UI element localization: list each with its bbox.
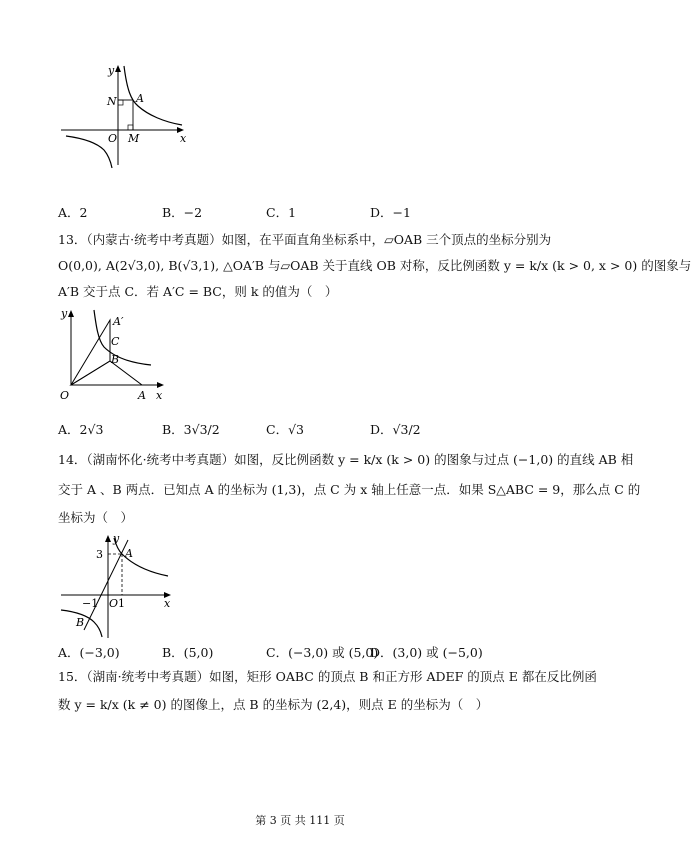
q14-b-label: B bbox=[76, 616, 85, 629]
q12-y-label: y bbox=[108, 64, 115, 77]
q13-option-b[interactable]: B．3√3/2 bbox=[162, 422, 220, 437]
q15-line-2: 数 y = k/x (k ≠ 0) 的图像上，点 B 的坐标为 (2,4)，则点 E 的坐标为（ ） bbox=[58, 697, 489, 712]
q13-line-3: A′B 交于点 C．若 A′C = BC，则 k 的值为（ ） bbox=[58, 284, 338, 299]
q14-three-label: 3 bbox=[96, 548, 103, 561]
q15-line-1: 15．（湖南·统考中考真题）如图，矩形 OABC 的顶点 B 和正方形 ADEF 的顶点 E 都在反比例函 bbox=[58, 669, 597, 684]
q12-origin-label: O bbox=[108, 132, 118, 145]
q13-c-label: C bbox=[111, 335, 120, 348]
q12-option-d[interactable]: D．−1 bbox=[370, 205, 411, 220]
q14-x-label: x bbox=[164, 597, 171, 610]
q13-line-1: 13．（内蒙古·统考中考真题）如图，在平面直角坐标系中，▱OAB 三个顶点的坐标分别为 bbox=[58, 232, 552, 247]
q13-a-label: A bbox=[138, 389, 146, 402]
q14-option-a[interactable]: A．(−3,0) bbox=[58, 645, 120, 660]
q12-figure bbox=[56, 60, 196, 170]
q12-option-b[interactable]: B．−2 bbox=[162, 205, 203, 220]
q14-line-2: 交于 A 、B 两点．已知点 A 的坐标为 (1,3)，点 C 为 x 轴上任意一点．如果 S△ABC = 9，那么点 C 的 bbox=[58, 482, 641, 497]
q13-option-a[interactable]: A．2√3 bbox=[58, 422, 104, 437]
q14-option-d[interactable]: D．(3,0) 或 (−5,0) bbox=[370, 645, 483, 660]
page-footer: 第 3 页 共 111 页 bbox=[255, 814, 345, 827]
q12-n-label: N bbox=[107, 95, 117, 108]
q14-a-label: A bbox=[125, 547, 133, 560]
q14-line-1: 14．（湖南怀化·统考中考真题）如图，反比例函数 y = k/x (k > 0) 的图象与过点 (−1,0) 的直线 AB 相 bbox=[58, 452, 634, 467]
q14-y-label: y bbox=[113, 532, 120, 545]
q14-neg1-label: −1 bbox=[82, 597, 99, 610]
q12-option-c[interactable]: C．1 bbox=[266, 205, 297, 220]
q12-a-label: A bbox=[136, 92, 144, 105]
q13-b-label: B bbox=[111, 353, 120, 366]
q13-x-label: x bbox=[156, 389, 163, 402]
q12-m-label: M bbox=[128, 132, 140, 145]
q14-origin-label: O bbox=[109, 597, 119, 610]
q13-origin-label: O bbox=[60, 389, 70, 402]
q14-line-3: 坐标为（ ） bbox=[58, 510, 134, 525]
q14-figure bbox=[56, 530, 176, 640]
q12-option-a[interactable]: A．2 bbox=[58, 205, 88, 220]
q13-y-label: y bbox=[61, 307, 68, 320]
q13-option-c[interactable]: C．√3 bbox=[266, 422, 304, 437]
q14-option-c[interactable]: C．(−3,0) 或 (5,0) bbox=[266, 645, 379, 660]
q13-line-2: O(0,0), A(2√3,0), B(√3,1), △OA′B 与▱OAB 关于直线 OB 对称，反比例函数 y = k/x (k > 0, x > 0) 的图象与 bbox=[58, 258, 691, 273]
q13-figure bbox=[56, 305, 171, 405]
q13-option-d[interactable]: D．√3/2 bbox=[370, 422, 421, 437]
q14-option-b[interactable]: B．(5,0) bbox=[162, 645, 214, 660]
q12-x-label: x bbox=[180, 132, 187, 145]
q14-one-label: 1 bbox=[118, 597, 125, 610]
q13-a-prime-label: A′ bbox=[113, 315, 124, 328]
